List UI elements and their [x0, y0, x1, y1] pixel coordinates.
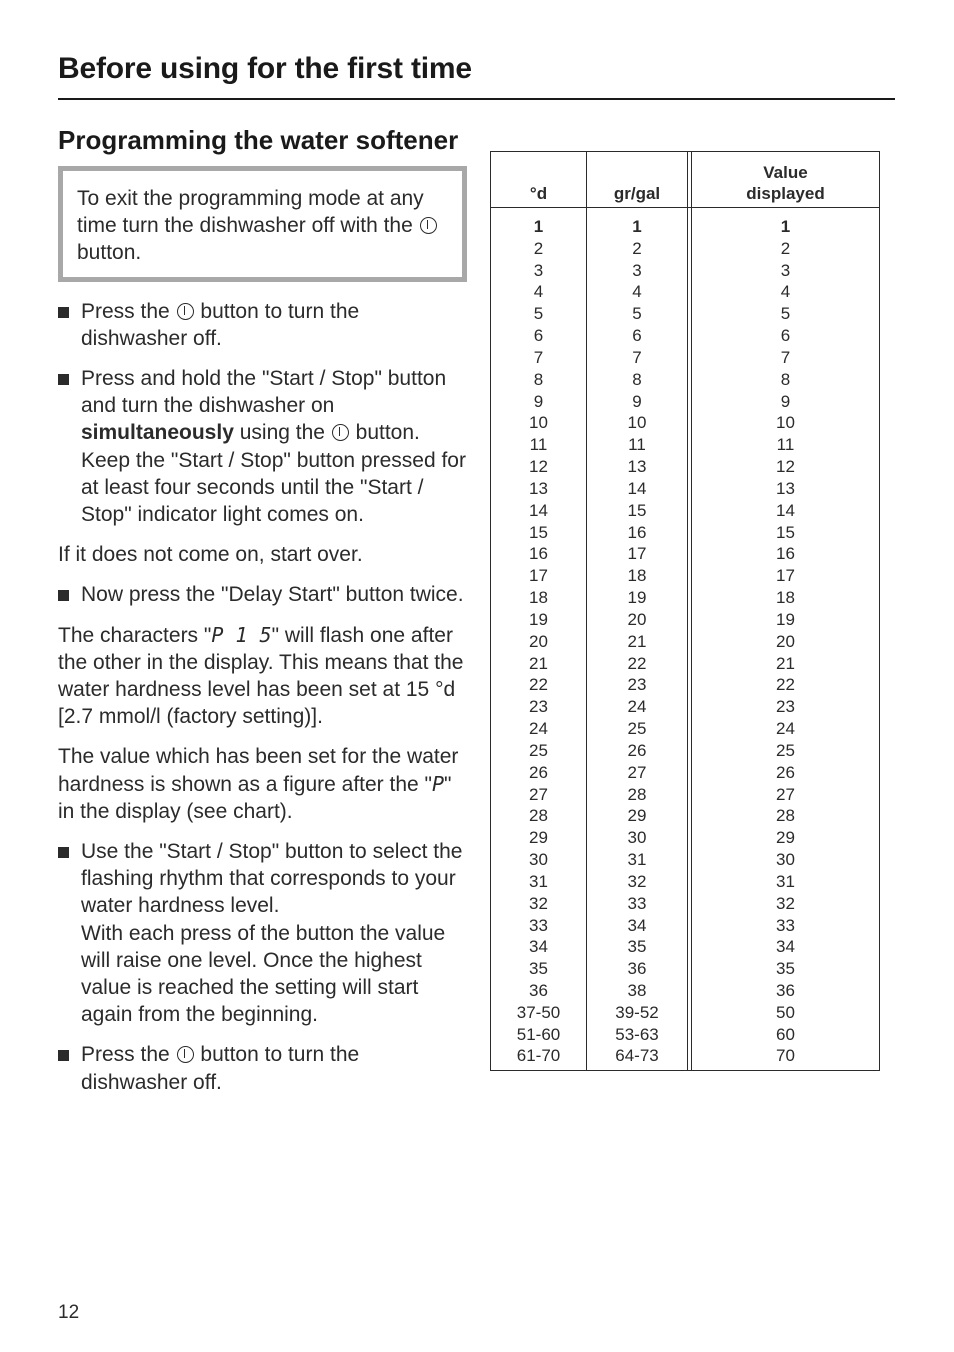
table-cell: 1	[533, 217, 544, 236]
table-cell: 27	[627, 762, 647, 782]
table-cell: 34	[529, 937, 548, 957]
column-value	[692, 216, 879, 1067]
power-icon	[420, 217, 437, 234]
table-cell: 31	[627, 850, 647, 870]
paragraph-text: The value which has been set for the water hardness is shown as a figure after the "	[58, 745, 459, 796]
table-cell: 32	[627, 871, 647, 891]
table-cell: 1	[632, 217, 642, 236]
table-cell: 18	[627, 566, 647, 586]
paragraph-text: The characters "	[58, 623, 212, 647]
table-cell: 17	[627, 544, 647, 564]
table-cell: 14	[529, 500, 548, 520]
table-cell: 35	[529, 959, 548, 979]
table-cell: 11	[628, 435, 646, 455]
table-cell: 13	[776, 478, 795, 498]
table-cell: 1	[780, 217, 791, 236]
table-cell: 26	[776, 762, 795, 782]
note-box	[58, 166, 467, 282]
display-characters: P 1 5	[211, 622, 272, 647]
table-cell: 34	[776, 937, 795, 957]
table-cell: 10	[627, 413, 647, 433]
table-cell: 60	[776, 1024, 795, 1044]
header-value	[692, 162, 879, 204]
power-icon	[177, 1046, 194, 1063]
table-cell: 26	[627, 740, 647, 760]
table-cell: 7	[780, 347, 791, 367]
bullet-square-icon	[58, 847, 69, 858]
table-cell: 5	[780, 304, 791, 324]
table-cell: 20	[529, 631, 548, 651]
table-cell: 36	[529, 980, 548, 1000]
table-cell: 17	[529, 566, 548, 586]
table-cell: 2	[780, 238, 791, 258]
table-cell: 6	[632, 326, 642, 346]
hardness-table	[490, 151, 880, 1071]
table-cell: 31	[776, 871, 795, 891]
table-cell: 11	[776, 435, 795, 455]
table-cell: 3	[632, 260, 642, 280]
value-paragraph	[58, 743, 470, 825]
table-cell: 4	[632, 282, 642, 302]
table-cell: 70	[776, 1046, 795, 1066]
table-cell: 53-63	[615, 1024, 659, 1044]
table-cell: 23	[529, 697, 548, 717]
table-cell: 20	[776, 631, 795, 651]
table-cell: 2	[632, 238, 642, 258]
table-cell: 27	[776, 784, 795, 804]
column-grgal	[587, 216, 687, 1067]
table-cell: 19	[529, 609, 548, 629]
note-text: To exit the programming mode at any time turn the dishwasher off with the	[77, 187, 424, 238]
step-turn-off	[58, 298, 470, 352]
page-number: 12	[58, 1302, 80, 1323]
table-cell: 26	[529, 762, 548, 782]
table-cell: 24	[627, 697, 647, 717]
column-deg	[491, 216, 586, 1067]
table-cell: 14	[776, 500, 795, 520]
display-character: P	[432, 771, 445, 796]
bullet-square-icon	[58, 590, 69, 601]
bullet-square-icon	[58, 307, 69, 318]
table-cell: 10	[776, 413, 795, 433]
power-icon	[177, 303, 194, 320]
table-cell: 23	[627, 675, 647, 695]
retry-text: If it does not come on, start over.	[58, 543, 363, 567]
table-cell: 39-52	[615, 1002, 659, 1022]
table-cell: 32	[776, 893, 795, 913]
table-cell: 5	[533, 304, 544, 324]
table-cell: 7	[533, 347, 544, 367]
table-cell: 36	[627, 959, 647, 979]
step-text: using the	[239, 421, 325, 445]
table-cell: 16	[776, 544, 795, 564]
table-cell: 4	[780, 282, 791, 302]
table-cell: 21	[776, 653, 795, 673]
page-title: Before using for the first time	[58, 52, 472, 85]
table-cell: 61-70	[516, 1046, 561, 1066]
table-cell: 29	[529, 828, 548, 848]
table-cell: 24	[529, 719, 548, 739]
table-cell: 10	[529, 413, 548, 433]
step-text: Use the "Start / Stop" button to select the flashing rhythm that corresponds to your water hardness level.	[81, 840, 463, 918]
table-cell: 11	[529, 435, 548, 455]
table-cell: 16	[529, 544, 548, 564]
table-cell: 2	[533, 238, 544, 258]
step-text: With each press of the button the value will raise one level. Once the highest value is reached the setting will start again from the beginning.	[81, 921, 446, 1027]
table-cell: 31	[529, 871, 548, 891]
table-cell: 29	[776, 828, 795, 848]
table-cell: 30	[627, 828, 647, 848]
table-cell: 36	[776, 980, 795, 1000]
table-cell: 35	[627, 937, 647, 957]
step-text: button to turn the dishwasher off.	[81, 299, 360, 350]
power-icon	[332, 424, 349, 441]
table-cell: 9	[632, 391, 642, 411]
table-cell: 18	[776, 588, 795, 608]
header-value-line: Value	[763, 163, 808, 182]
table-cell: 28	[776, 806, 795, 826]
table-cell: 9	[780, 391, 791, 411]
table-cell: 32	[529, 893, 548, 913]
table-cell: 9	[533, 391, 544, 411]
step-text: Press and hold the "Start / Stop" button and turn the dishwasher on	[81, 367, 447, 418]
table-cell: 15	[776, 522, 795, 542]
table-cell: 8	[632, 369, 642, 389]
table-cell: 14	[627, 478, 647, 498]
table-cell: 25	[776, 740, 795, 760]
step-select-rhythm	[58, 838, 470, 1028]
header-value-line: displayed	[746, 184, 825, 203]
table-cell: 33	[529, 915, 548, 935]
section-heading: Programming the water softener	[58, 125, 459, 155]
step-emphasis: simultaneously	[81, 421, 234, 445]
table-cell: 21	[627, 631, 647, 651]
table-cell: 6	[780, 326, 791, 346]
table-cell: 7	[632, 347, 642, 367]
table-cell: 22	[627, 653, 647, 673]
table-cell: 8	[780, 369, 791, 389]
table-cell: 21	[529, 653, 548, 673]
bullet-square-icon	[58, 1050, 69, 1061]
step-turn-off-final	[58, 1041, 470, 1095]
header-deg: °d	[529, 184, 548, 203]
table-cell: 16	[627, 522, 647, 542]
table-cell: 37-50	[516, 1002, 561, 1022]
table-cell: 22	[776, 675, 795, 695]
title-rule	[58, 98, 895, 100]
step-text: Press the	[81, 1043, 170, 1067]
table-cell: 25	[529, 740, 548, 760]
table-cell: 4	[533, 282, 544, 302]
table-cell: 25	[627, 719, 647, 739]
table-cell: 30	[529, 850, 548, 870]
table-cell: 34	[627, 915, 647, 935]
table-cell: 6	[533, 326, 544, 346]
step-hold-start	[58, 365, 470, 528]
table-cell: 28	[529, 806, 548, 826]
table-cell: 13	[627, 457, 647, 477]
note-text-end: button.	[77, 241, 142, 265]
table-cell: 50	[776, 1002, 795, 1022]
table-cell: 15	[529, 522, 548, 542]
table-cell: 20	[627, 609, 647, 629]
table-cell: 27	[529, 784, 548, 804]
table-cell: 18	[529, 588, 548, 608]
table-cell: 29	[627, 806, 647, 826]
table-cell: 17	[776, 566, 795, 586]
characters-paragraph	[58, 622, 470, 731]
column-divider	[687, 152, 688, 1070]
table-cell: 28	[627, 784, 647, 804]
step-text: button. Keep the "Start / Stop" button pressed for at least four seconds until the "Start / Stop" indicator light comes on.	[81, 421, 466, 527]
bullet-square-icon	[58, 374, 69, 385]
table-cell: 12	[529, 457, 548, 477]
table-cell: 8	[533, 369, 544, 389]
table-cell: 33	[627, 893, 647, 913]
table-cell: 3	[533, 260, 544, 280]
table-cell: 12	[776, 457, 795, 477]
table-cell: 24	[776, 719, 795, 739]
table-cell: 33	[776, 915, 795, 935]
table-cell: 38	[627, 980, 647, 1000]
table-cell: 13	[529, 478, 548, 498]
paragraph-text: " in the display (see chart).	[58, 772, 452, 823]
table-cell: 19	[776, 609, 795, 629]
table-cell: 51-60	[516, 1024, 561, 1044]
table-cell: 35	[776, 959, 795, 979]
paragraph-text: " will flash one after the other in the display. This means that the water hardness level has been set at 15 °d [2.7 mmol/l (factory setting)].	[58, 623, 464, 729]
step-text: button to turn the dishwasher off.	[81, 1043, 360, 1094]
step-delay-start	[58, 581, 470, 608]
table-cell: 30	[776, 850, 795, 870]
table-cell: 64-73	[615, 1046, 659, 1066]
header-grgal: gr/gal	[613, 184, 661, 203]
table-cell: 22	[529, 675, 548, 695]
step-text: Press the	[81, 299, 170, 323]
step-text: Now press the "Delay Start" button twice.	[81, 583, 464, 607]
table-cell: 19	[627, 588, 647, 608]
table-cell: 3	[780, 260, 791, 280]
instructions-column	[58, 124, 470, 1109]
table-cell: 15	[627, 500, 647, 520]
table-cell: 23	[776, 697, 795, 717]
table-cell: 5	[632, 304, 642, 324]
